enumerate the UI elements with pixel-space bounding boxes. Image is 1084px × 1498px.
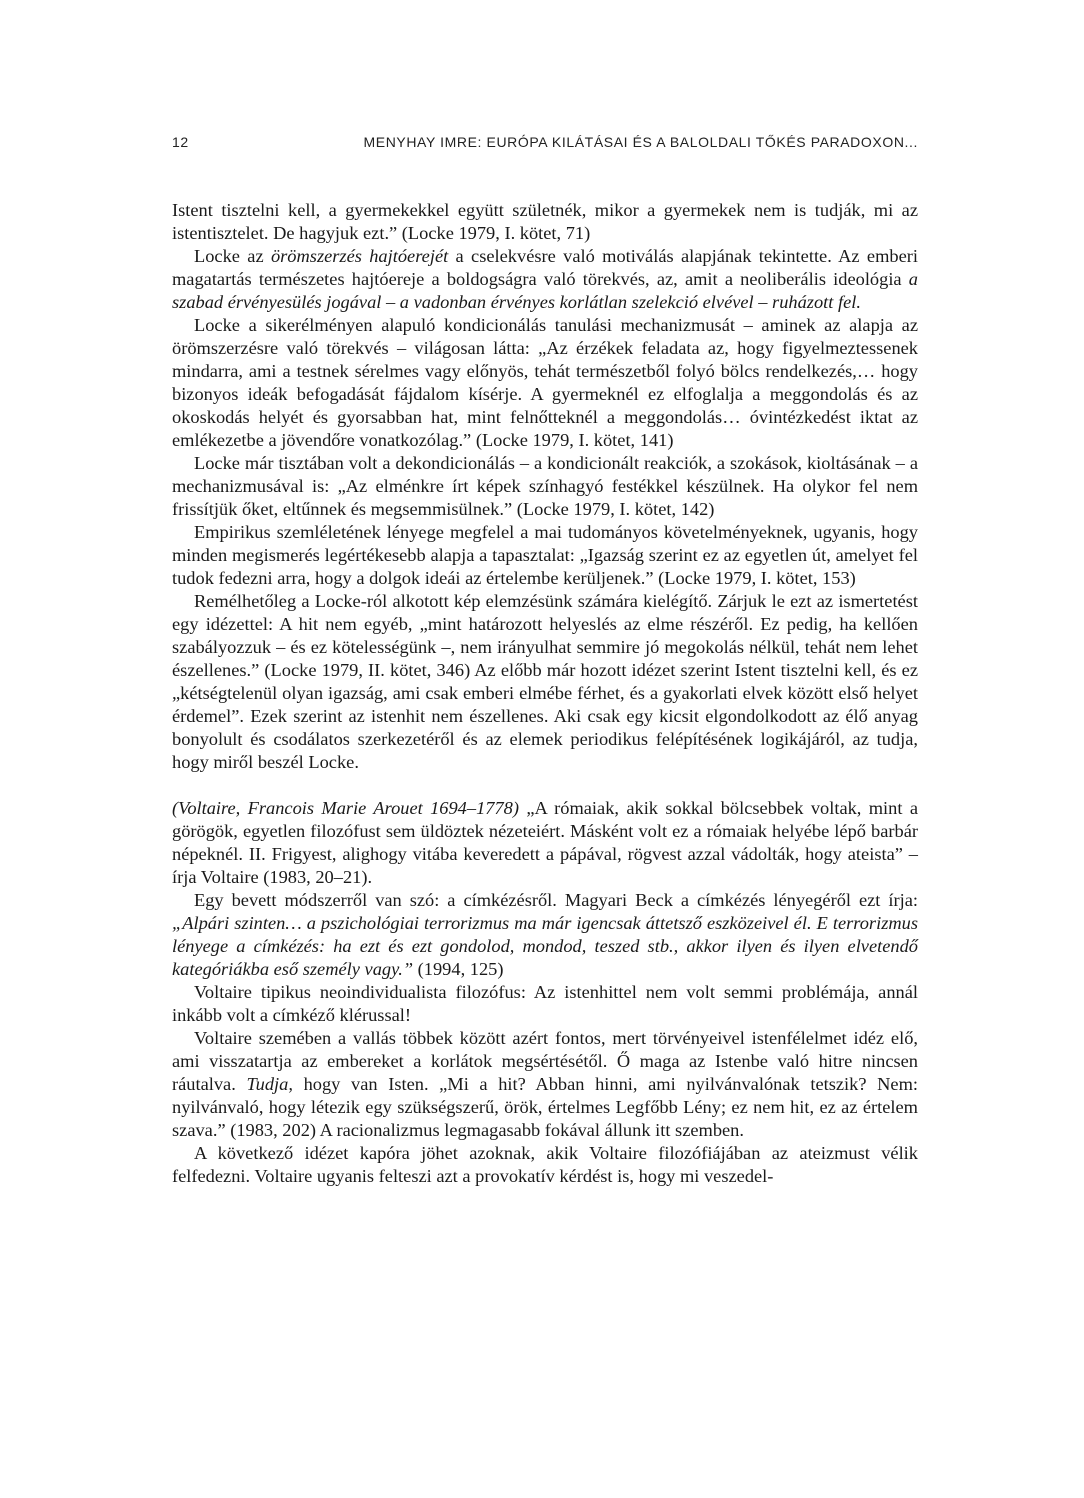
paragraph-voltaire (172, 797, 918, 889)
text-run: a cselekvésre való motiválás alapjának tekintette. Az emberi magatartás természetes hajtóereje a boldogságra való törekvés, az, amit a neoliberális ideológia (172, 246, 918, 289)
running-head (172, 134, 918, 156)
text-run: (1994, 125) (413, 959, 504, 979)
italic-quote: „Alpári szinten… a pszichológiai terrorizmus ma már igencsak áttetsző eszközeivel él. E terrorizmus lényege a címkézés: ha ezt és ezt gondolod, mondod, teszed stb., akkor ilyen és ilyen elvetendő kategóriákba eső személy vagy.” (172, 913, 918, 979)
italic-run: Tudja, (246, 1074, 293, 1094)
text-run: Egy bevett módszerről van szó: a címkézésről. Magyari Beck a címkézés lényegéről ezt írja: (194, 890, 918, 910)
paragraph-6: Remélhetőleg a Locke-ról alkotott kép elemzésünk számára kielégítő. Zárjuk le ezt az ismertetést egy idézettel: A hit nem egyéb, „mint határozott helyeslés az elme részéről. Ez pedig, ha kellően szabályozzuk – és ez kötelességünk –, nem irányulhat semmire jó megokolás nélkül, tehát nem lehet észellenes.” (Locke 1979, II. kötet, 346) Az előbb már hozott idézet szerint Istent tisztelni kell, és ez „kétségtelenül olyan igazság, ami csak emberi elmébe férhet, és a gyakorlati elvek között első helyet érdemel”. Ezek szerint az istenhit nem észellenes. Aki csak egy kicsit elgondolkodott az élő anyag bonyolult és csodálatos szerkezetéről és az elemek periodikus felépítésének logikájáról, az tudja, hogy miről beszél Locke. (172, 591, 918, 772)
italic-run: örömszerzés hajtóerejét (270, 246, 449, 266)
paragraph-9: Voltaire tipikus neoindividualista filozófus: Az istenhittel nem volt semmi problémája, annál inkább volt a címkéző klérussal! (172, 982, 918, 1025)
text-run: Locke az (194, 246, 271, 266)
text-run: „A rómaiak, akik sokkal bölcsebbek voltak, mint a görögök, egyetlen filozófust sem üldöztek nézeteiért. Másként volt ez a rómaiak helyébe lépő barbár népeknél. II. Frigyest, alighogy vitába keveredett a pápával, rögvest azzal vádolták, hogy ateista” – írja Voltaire (1983, 20–21). (172, 798, 918, 887)
section-lead-italic: (Voltaire, Francois Marie Arouet 1694–1778) (172, 798, 519, 818)
paragraph-3: Locke a sikerélményen alapuló kondicionálás tanulási mechanizmusát – aminek az alapja az örömszerzésre való törekvés – világosan látta: „Az érzékek feladata az, hogy figyelmeztessenek mindarra, ami a testnek sérelmes vagy előnyös, tehát természetből folyó bölcs rendelkezés,… hogy bizonyos ideák befogadását fájdalom kísérje. A gyermeknél ez elfoglalja a meggondolás és az okoskodás helyét és gyorsabban hat, mint felnőtteknél a meggondolás… óvintézkedést iktat az emlékezetbe a jövendőre vonatkozólag.” (Locke 1979, I. kötet, 141) (172, 315, 918, 450)
running-head-title: MENYHAY IMRE: EURÓPA KILÁTÁSAI ÉS A BALOLDALI TŐKÉS PARADOXON... (363, 134, 918, 150)
paragraph-5: Empirikus szemléletének lényege megfelel a mai tudományos követelményeknek, ugyanis, hogy minden megismerés legértékesebb alapja a tapasztalat: „Igazság szerint ez az egyetlen út, amelyet fel tudok fedezni arra, hogy a dolgok ideái az értelembe kerüljenek.” (Locke 1979, I. kötet, 153) (172, 522, 918, 588)
paragraph-2 (172, 245, 918, 314)
page-number: 12 (172, 134, 189, 150)
italic-run: a szabad érvényesülés jogával – a vadonban érvényes korlátlan szelekció elvével – ruházott fel. (172, 269, 918, 312)
paragraph-8 (172, 889, 918, 981)
paragraph-10 (172, 1027, 918, 1142)
paragraph-1: Istent tisztelni kell, a gyermekekkel együtt születnék, mikor a gyermekek nem is tudják, mi az istentisztelet. De hagyjuk ezt.” (Locke 1979, I. kötet, 71) (172, 200, 918, 243)
paragraph-4: Locke már tisztában volt a dekondicionálás – a kondicionált reakciók, a szokások, kioltásának – a mechanizmusával is: „Az elménkre írt képek színhagyó festékkel készülnek. Ha olykor fel nem frissítjük őket, eltűnnek és megsemmisülnek.” (Locke 1979, I. kötet, 142) (172, 453, 918, 519)
body-text (172, 199, 918, 1188)
text-run: Voltaire szemében a vallás többek között azért fontos, mert törvényeivel istenfélelmet idéz elő, ami visszatartja az embereket a korlátok megsértésétől. Ő maga az Istenbe való hitre nincsen ráutalva. (172, 1028, 918, 1094)
paragraph-11: A következő idézet kapóra jöhet azoknak, akik Voltaire filozófiájában az ateizmust vélik felfedezni. Voltaire ugyanis felteszi azt a provokatív kérdést is, hogy mi veszedel- (172, 1143, 918, 1186)
text-run: hogy van Isten. „Mi a hit? Abban hinni, ami nyilvánvalónak tetszik? Nem: nyilvánvaló, hogy létezik egy szükségszerű, örök, értelmes Legfőbb Lény; ez nem hit, ez az értelem szava.” (1983, 202) A racionalizmus legmagasabb fokával állunk itt szemben. (172, 1074, 918, 1140)
